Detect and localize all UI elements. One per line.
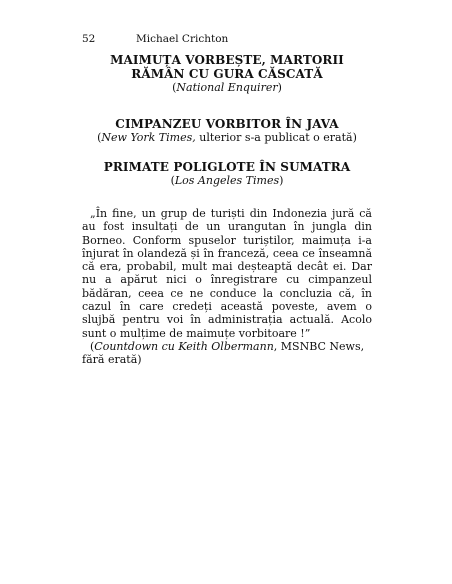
source-paren-open: ( xyxy=(170,174,175,187)
quote-block xyxy=(82,207,372,367)
running-author: Michael Crichton xyxy=(136,33,229,45)
source-paren-close: ) xyxy=(277,81,282,94)
source-note: ulterior s-a publicat o erată) xyxy=(195,131,357,144)
headline-3-source xyxy=(82,174,372,187)
source-publication: New York Times, xyxy=(101,131,196,144)
headline-1-line-2: RĂMÂN CU GURA CĂSCATĂ xyxy=(131,67,323,81)
attribution-rest: , MSNBC News, fără erată) xyxy=(82,339,365,367)
headline-2-source xyxy=(82,131,372,144)
headline-3-line-1: PRIMATE POLIGLOTE ÎN SUMATRA xyxy=(103,160,351,174)
source-paren-open: ( xyxy=(172,81,177,94)
page-number: 52 xyxy=(82,33,96,45)
quote-text: „În fine, un grup de turiști din Indonezia jură că au fost insultați de un urangutan în jungla din Borneo. Conform spuselor turiștilor, maimuța i-a înjurat în olandeză și în franceză, ceea ce înseamnă că era, probabil, mult mai deșteaptă decât ei. Dar nu a apărut nici o înregistrare cu cimpanzeul bădăran, ceea ce ne conduce la concluzia că, în cazul în care credeți această poveste, avem o slujbă pentru voi în administrația actuală. Acolo sunt o mulțime de maimuțe vorbitoare !” xyxy=(82,207,372,340)
headline-2-line-1: CIMPANZEU VORBITOR ÎN JAVA xyxy=(115,117,339,131)
headline-block-3 xyxy=(82,160,372,187)
source-publication: Los Angeles Times xyxy=(174,174,280,187)
attribution-paren-open: ( xyxy=(90,339,95,353)
source-paren-close: ) xyxy=(279,174,284,187)
source-paren-open: ( xyxy=(97,131,102,144)
headline-block-1 xyxy=(82,53,372,94)
headline-block-2 xyxy=(82,117,372,144)
quote-attribution xyxy=(82,340,372,367)
headline-1-source xyxy=(82,81,372,94)
attribution-show: Countdown cu Keith Olbermann xyxy=(94,339,274,353)
headline-1-line-1: MAIMUȚA VORBEȘTE, MARTORII xyxy=(110,53,344,67)
source-publication: National Enquirer xyxy=(176,81,278,94)
